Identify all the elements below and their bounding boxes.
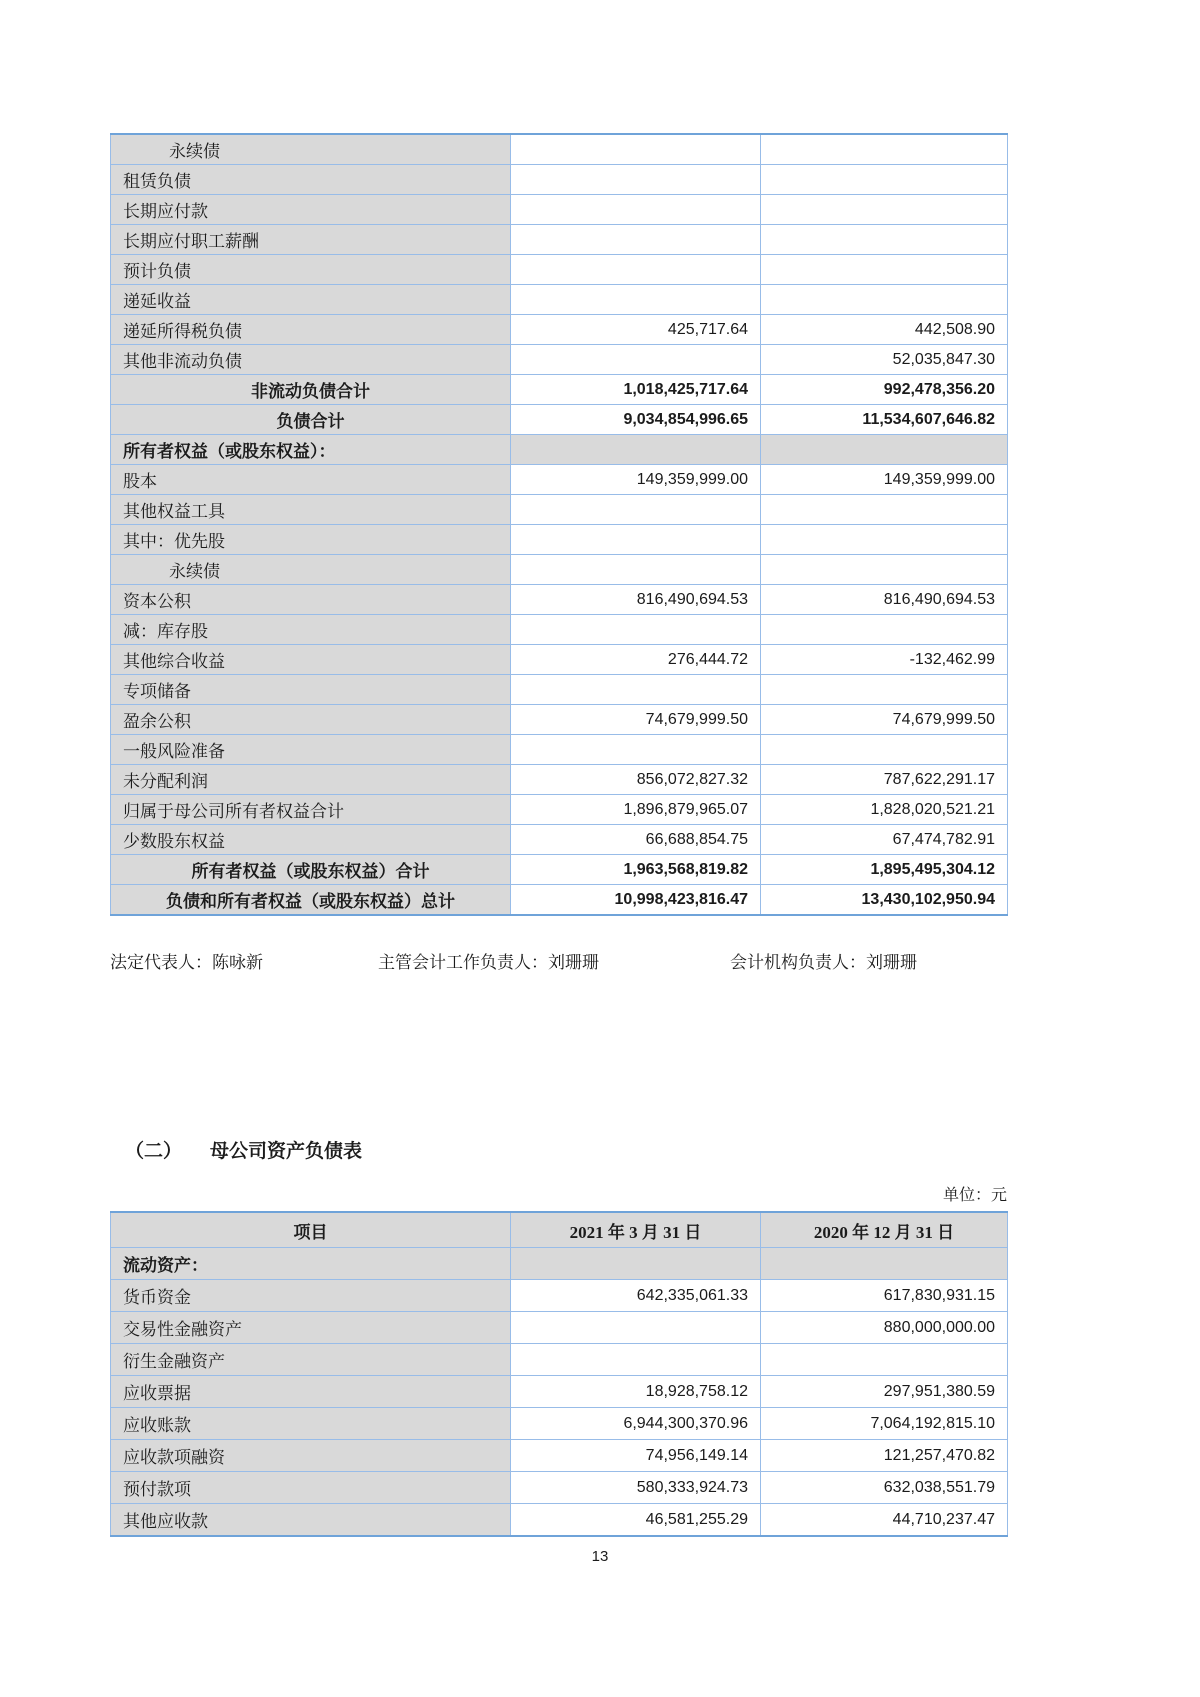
value-cell-2021: 149,359,999.00: [511, 465, 761, 495]
table-row: [111, 825, 1008, 855]
table-row: [111, 1312, 1008, 1344]
value-cell-2020: 816,490,694.53: [761, 585, 1008, 615]
row-label-cell: 预付款项: [111, 1472, 511, 1504]
table-row: [111, 1344, 1008, 1376]
value-cell-2020: 11,534,607,646.82: [761, 405, 1008, 435]
value-cell-2020: 67,474,782.91: [761, 825, 1008, 855]
row-label-cell: 长期应付职工薪酬: [111, 225, 511, 255]
value-cell-2020: [761, 525, 1008, 555]
value-cell-2020: 52,035,847.30: [761, 345, 1008, 375]
value-cell-2021: [511, 225, 761, 255]
value-cell-2020: 880,000,000.00: [761, 1312, 1008, 1344]
table-row: [111, 765, 1008, 795]
row-label-cell: 减：库存股: [111, 615, 511, 645]
value-cell-2020: [761, 435, 1008, 465]
row-label-cell: 其他应收款: [111, 1504, 511, 1537]
table-row: [111, 495, 1008, 525]
value-cell-2021: [511, 525, 761, 555]
value-cell-2020: 632,038,551.79: [761, 1472, 1008, 1504]
value-cell-2021: [511, 285, 761, 315]
value-cell-2020: [761, 675, 1008, 705]
row-label-cell: 少数股东权益: [111, 825, 511, 855]
value-cell-2020: [761, 1248, 1008, 1280]
row-label-cell: 应收票据: [111, 1376, 511, 1408]
value-cell-2020: [761, 735, 1008, 765]
row-label-cell: 未分配利润: [111, 765, 511, 795]
legal-representative-label: 法定代表人：陈咏新: [110, 953, 263, 972]
value-cell-2020: [761, 1344, 1008, 1376]
table-row: [111, 255, 1008, 285]
value-cell-2021: 74,679,999.50: [511, 705, 761, 735]
value-cell-2021: [511, 435, 761, 465]
table-row: [111, 285, 1008, 315]
value-cell-2021: 66,688,854.75: [511, 825, 761, 855]
column-header-2021: 2021 年 3 月 31 日: [511, 1212, 761, 1248]
table-row: [111, 795, 1008, 825]
table-body: [111, 1248, 1008, 1537]
section-heading: [125, 1136, 362, 1163]
value-cell-2020: -132,462.99: [761, 645, 1008, 675]
value-cell-2020: [761, 255, 1008, 285]
value-cell-2021: [511, 1248, 761, 1280]
value-cell-2020: 1,828,020,521.21: [761, 795, 1008, 825]
value-cell-2021: [511, 735, 761, 765]
table-row: [111, 1472, 1008, 1504]
row-label-cell: 其他综合收益: [111, 645, 511, 675]
table-row: [111, 525, 1008, 555]
value-cell-2021: [511, 1312, 761, 1344]
table-row: [111, 345, 1008, 375]
accounting-department-head-label: 会计机构负责人：刘珊珊: [730, 953, 917, 972]
row-label-cell: 其他权益工具: [111, 495, 511, 525]
value-cell-2021: 856,072,827.32: [511, 765, 761, 795]
row-label-cell: 所有者权益（或股东权益）合计: [111, 855, 511, 885]
value-cell-2020: [761, 165, 1008, 195]
row-label-cell: 长期应付款: [111, 195, 511, 225]
value-cell-2020: 617,830,931.15: [761, 1280, 1008, 1312]
value-cell-2020: [761, 615, 1008, 645]
row-label-cell: 一般风险准备: [111, 735, 511, 765]
table-row: [111, 615, 1008, 645]
row-label-cell: 货币资金: [111, 1280, 511, 1312]
row-label-cell: 应收款项融资: [111, 1440, 511, 1472]
value-cell-2020: 787,622,291.17: [761, 765, 1008, 795]
value-cell-2020: 121,257,470.82: [761, 1440, 1008, 1472]
value-cell-2020: 149,359,999.00: [761, 465, 1008, 495]
consolidated-balance-sheet-continued-table: [110, 133, 1008, 916]
value-cell-2020: [761, 225, 1008, 255]
value-cell-2020: [761, 134, 1008, 165]
value-cell-2021: 425,717.64: [511, 315, 761, 345]
table-body: [111, 134, 1008, 915]
table-row: [111, 1248, 1008, 1280]
value-cell-2021: 46,581,255.29: [511, 1504, 761, 1537]
row-label-cell: 递延收益: [111, 285, 511, 315]
row-label-cell: 资本公积: [111, 585, 511, 615]
value-cell-2021: [511, 195, 761, 225]
table-row: [111, 555, 1008, 585]
row-label-cell: 所有者权益（或股东权益）：: [111, 435, 511, 465]
table-row: [111, 195, 1008, 225]
table-row: [111, 885, 1008, 916]
row-label-cell: 其中：优先股: [111, 525, 511, 555]
signature-line: [110, 948, 1007, 970]
row-label-cell: 股本: [111, 465, 511, 495]
value-cell-2021: 276,444.72: [511, 645, 761, 675]
value-cell-2020: [761, 285, 1008, 315]
value-cell-2021: 9,034,854,996.65: [511, 405, 761, 435]
value-cell-2020: [761, 195, 1008, 225]
table-header-row: [111, 1212, 1008, 1248]
value-cell-2020: 7,064,192,815.10: [761, 1408, 1008, 1440]
value-cell-2021: 816,490,694.53: [511, 585, 761, 615]
value-cell-2021: 1,963,568,819.82: [511, 855, 761, 885]
value-cell-2021: [511, 675, 761, 705]
row-label-cell: 租赁负债: [111, 165, 511, 195]
row-label-cell: 非流动负债合计: [111, 375, 511, 405]
value-cell-2021: [511, 555, 761, 585]
value-cell-2021: [511, 495, 761, 525]
table-row: [111, 225, 1008, 255]
row-label-cell: 应收账款: [111, 1408, 511, 1440]
table-row: [111, 705, 1008, 735]
value-cell-2021: 1,018,425,717.64: [511, 375, 761, 405]
page-number: 13: [591, 1548, 609, 1565]
table-row: [111, 375, 1008, 405]
row-label-cell: 专项储备: [111, 675, 511, 705]
value-cell-2021: 580,333,924.73: [511, 1472, 761, 1504]
row-label-cell: 永续债: [111, 555, 511, 585]
value-cell-2021: 6,944,300,370.96: [511, 1408, 761, 1440]
table-row: [111, 435, 1008, 465]
value-cell-2020: 44,710,237.47: [761, 1504, 1008, 1537]
row-label-cell: 永续债: [111, 134, 511, 165]
value-cell-2021: 642,335,061.33: [511, 1280, 761, 1312]
value-cell-2021: [511, 615, 761, 645]
row-label-cell: 归属于母公司所有者权益合计: [111, 795, 511, 825]
value-cell-2020: 297,951,380.59: [761, 1376, 1008, 1408]
row-label-cell: 预计负债: [111, 255, 511, 285]
table-row: [111, 465, 1008, 495]
parent-company-balance-sheet-table: [110, 1211, 1008, 1537]
value-cell-2021: [511, 134, 761, 165]
row-label-cell: 衍生金融资产: [111, 1344, 511, 1376]
row-label-cell: 负债合计: [111, 405, 511, 435]
section-heading-index: （二）: [125, 1141, 183, 1162]
value-cell-2020: 992,478,356.20: [761, 375, 1008, 405]
table-row: [111, 134, 1008, 165]
value-cell-2021: [511, 345, 761, 375]
value-cell-2020: [761, 555, 1008, 585]
table-row: [111, 1376, 1008, 1408]
value-cell-2021: [511, 1344, 761, 1376]
column-header-item: 项目: [111, 1212, 511, 1248]
table-row: [111, 405, 1008, 435]
row-label-cell: 负债和所有者权益（或股东权益）总计: [111, 885, 511, 916]
table-row: [111, 1280, 1008, 1312]
table-row: [111, 645, 1008, 675]
unit-label: 单位：元: [942, 1187, 1007, 1204]
table-row: [111, 585, 1008, 615]
row-label-cell: 其他非流动负债: [111, 345, 511, 375]
row-label-cell: 流动资产：: [111, 1248, 511, 1280]
value-cell-2021: [511, 165, 761, 195]
table-row: [111, 1408, 1008, 1440]
table-row: [111, 1504, 1008, 1537]
section-heading-title: 母公司资产负债表: [210, 1141, 363, 1162]
value-cell-2020: 1,895,495,304.12: [761, 855, 1008, 885]
value-cell-2021: 18,928,758.12: [511, 1376, 761, 1408]
table-row: [111, 165, 1008, 195]
table-row: [111, 855, 1008, 885]
value-cell-2021: 1,896,879,965.07: [511, 795, 761, 825]
row-label-cell: 交易性金融资产: [111, 1312, 511, 1344]
row-label-cell: 递延所得税负债: [111, 315, 511, 345]
table-row: [111, 1440, 1008, 1472]
value-cell-2020: [761, 495, 1008, 525]
table-row: [111, 315, 1008, 345]
value-cell-2020: 74,679,999.50: [761, 705, 1008, 735]
value-cell-2021: 10,998,423,816.47: [511, 885, 761, 916]
column-header-2020: 2020 年 12 月 31 日: [761, 1212, 1008, 1248]
row-label-cell: 盈余公积: [111, 705, 511, 735]
value-cell-2021: 74,956,149.14: [511, 1440, 761, 1472]
table-row: [111, 735, 1008, 765]
table-row: [111, 1212, 1008, 1248]
chief-accounting-officer-label: 主管会计工作负责人：刘珊珊: [378, 953, 599, 972]
table-row: [111, 675, 1008, 705]
value-cell-2020: 442,508.90: [761, 315, 1008, 345]
value-cell-2020: 13,430,102,950.94: [761, 885, 1008, 916]
value-cell-2021: [511, 255, 761, 285]
